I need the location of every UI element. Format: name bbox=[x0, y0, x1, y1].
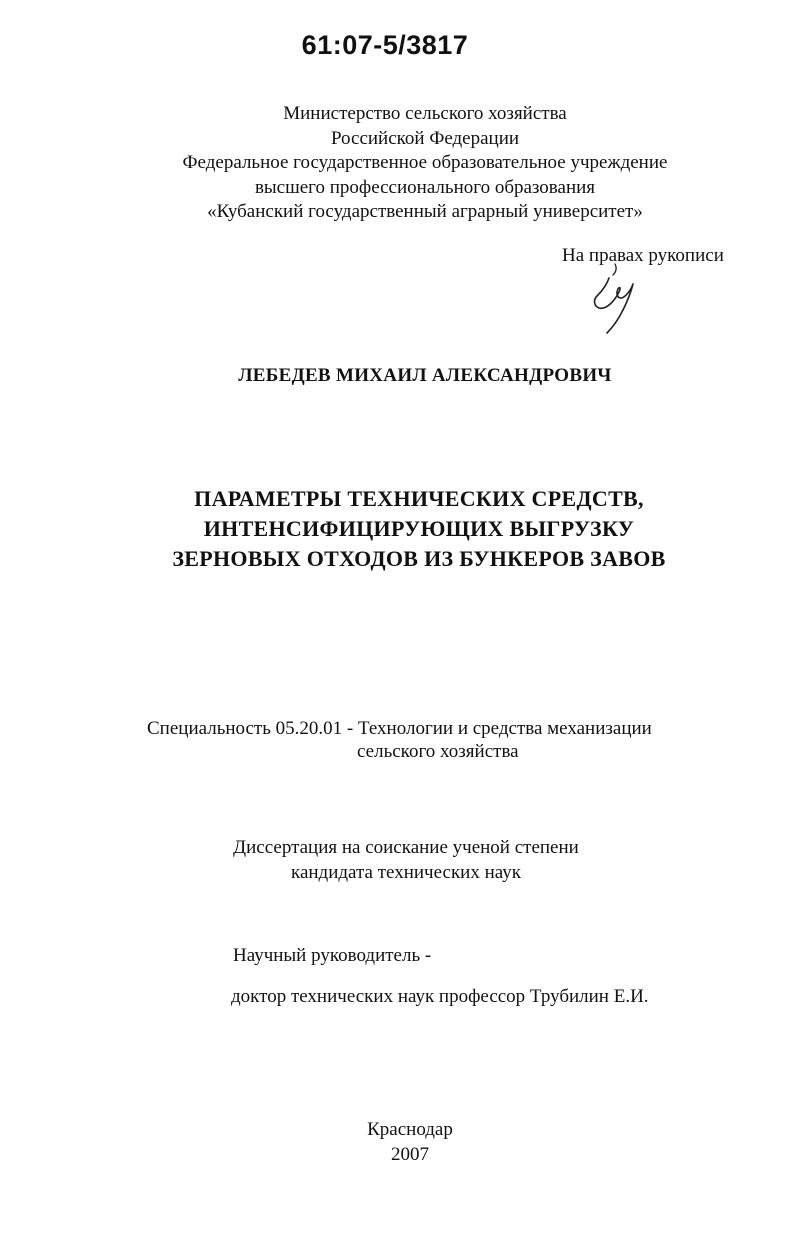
city: Краснодар bbox=[367, 1119, 453, 1140]
handwritten-signature bbox=[585, 262, 645, 334]
catalog-code bbox=[0, 30, 794, 61]
degree-block bbox=[0, 835, 794, 885]
city-year-block bbox=[0, 1117, 794, 1167]
title-line: ИНТЕНСИФИЦИРУЮЩИХ ВЫГРУЗКУ bbox=[203, 516, 635, 541]
institution-line: «Кубанский государственный аграрный университет» bbox=[207, 201, 643, 222]
specialty-continuation: сельского хозяйства bbox=[357, 741, 519, 762]
degree-line: Диссертация на соискание ученой степени bbox=[233, 837, 579, 858]
supervisor-name: доктор технических наук профессор Трубилин Е.И. bbox=[231, 986, 649, 1007]
institution-block bbox=[0, 102, 794, 225]
degree-line: кандидата технических наук bbox=[291, 862, 521, 883]
specialty-line: Специальность 05.20.01 - Технологии и средства механизации bbox=[147, 718, 652, 739]
institution-line: Российской Федерации bbox=[330, 127, 520, 149]
title-line: ПАРАМЕТРЫ ТЕХНИЧЕСКИХ СРЕДСТВ, bbox=[194, 486, 644, 511]
institution-line: Федеральное государственное образовательное учреждение bbox=[182, 152, 668, 173]
dissertation-title bbox=[0, 484, 794, 574]
rights-note: На правах рукописи bbox=[562, 245, 724, 266]
year: 2007 bbox=[391, 1144, 429, 1165]
author-name: ЛЕБЕДЕВ МИХАИЛ АЛЕКСАНДРОВИЧ bbox=[238, 365, 612, 386]
institution-line: высшего профессионального образования bbox=[254, 176, 596, 198]
institution-line: Министерство сельского хозяйства bbox=[283, 103, 567, 124]
title-line: ЗЕРНОВЫХ ОТХОДОВ ИЗ БУНКЕРОВ ЗАВОВ bbox=[172, 546, 666, 571]
catalog-code-text: 61:07-5/3817 bbox=[301, 30, 469, 60]
supervisor-label: Научный руководитель - bbox=[233, 945, 432, 966]
